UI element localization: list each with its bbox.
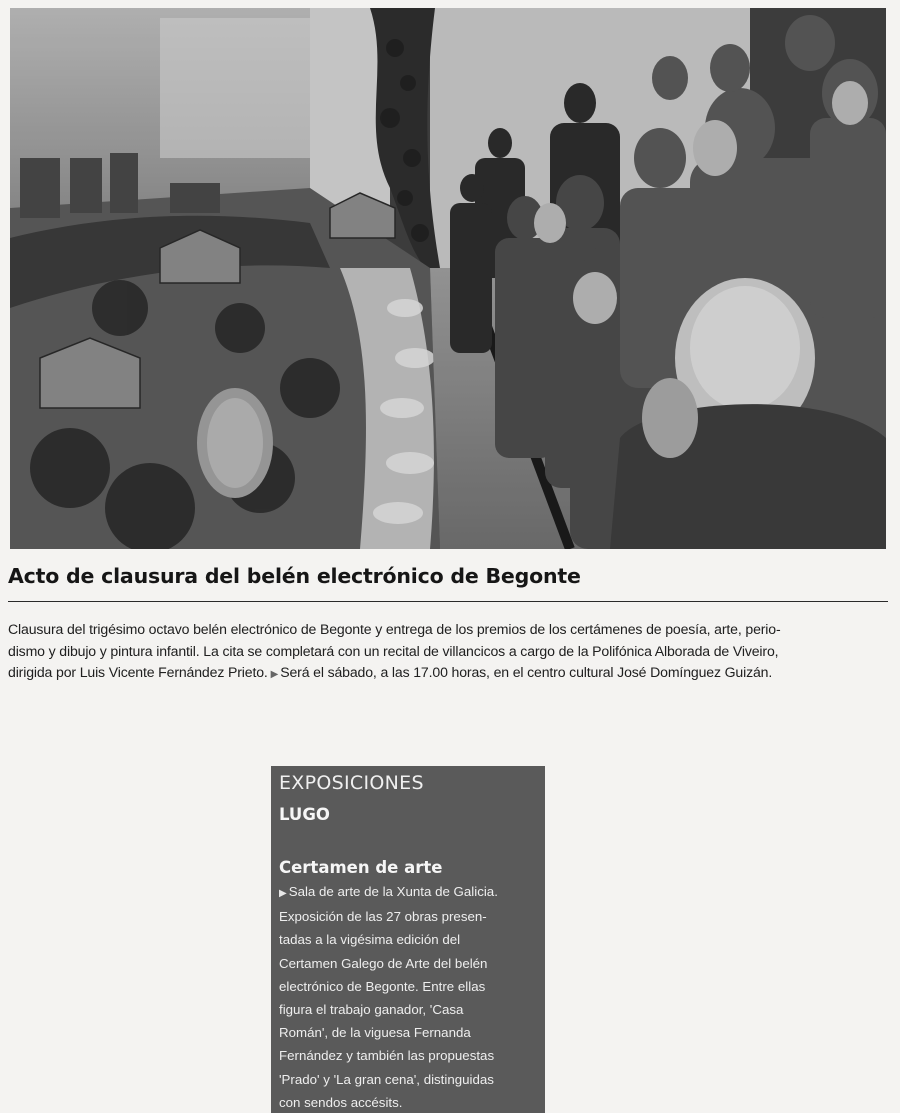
section-label: EXPOSICIONES [279,772,424,794]
listing-title: Certamen de arte [279,858,443,877]
article-headline: Acto de clausura del belén electrónico de Begonte [8,564,581,588]
caption-event-info: Será el sábado, a las 17.00 horas, en el centro cultural José Domínguez Guizán. [280,664,773,680]
listing-line [279,880,541,905]
listing-body [279,880,541,1113]
listing-line: 'Prado' y 'La gran cena', distinguidas [279,1071,494,1087]
nativity-scene-photo [10,8,886,549]
headline-divider [8,601,888,602]
article-photo [10,8,886,549]
caption-line [8,662,894,686]
listing-line: Fernández y también las propuestas [279,1048,495,1064]
listing-line: electrónico de Begonte. Entre ellas [279,978,486,994]
listing-line: con sendos accésits. [279,1094,403,1110]
city-label: LUGO [279,805,330,824]
listing-line: figura el trabajo ganador, 'Casa [279,1002,464,1018]
listing-line: Román', de la viguesa Fernanda [279,1025,471,1041]
article-caption [8,619,894,686]
caption-text: dirigida por Luis Vicente Fernández Prieto. [8,664,268,680]
listing-line: Exposición de las 27 obras presen- [279,909,487,925]
caption-line: dismo y dibujo y pintura infantil. La cita se completará con un recital de villancicos a cargo de la Polifónica Alborada de Viveiro, [8,642,779,659]
listing-line: tadas a la vigésima edición del [279,932,461,948]
exhibitions-listing-box [271,766,545,1113]
listing-line: Certamen Galego de Arte del belén [279,955,488,971]
caption-line: Clausura del trigésimo octavo belén electrónico de Begonte y entrega de los premios de los certámenes de poesía, arte, perio- [8,621,781,637]
arrow-icon: ▶ [270,669,279,680]
arrow-icon: ▶ [279,888,287,899]
listing-venue: Sala de arte de la Xunta de Galicia. [288,884,498,899]
